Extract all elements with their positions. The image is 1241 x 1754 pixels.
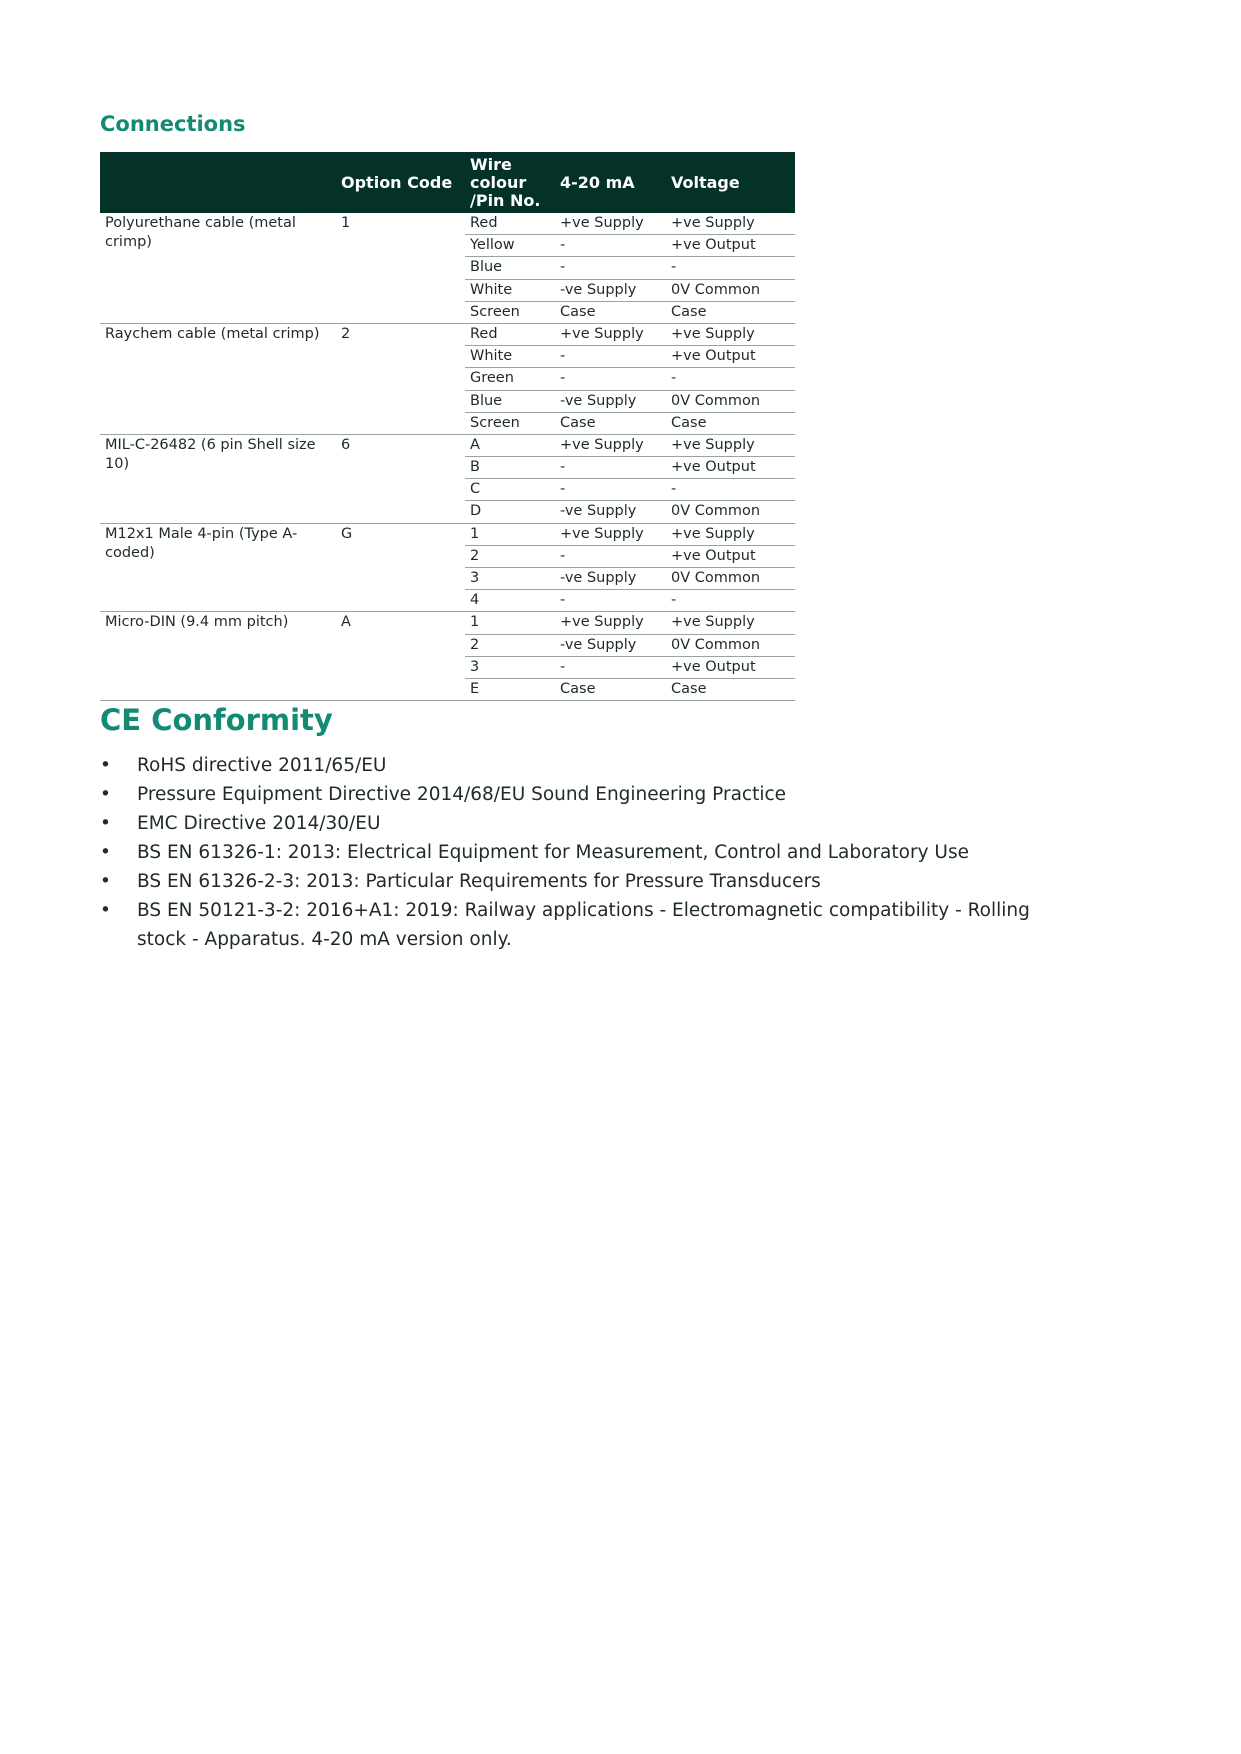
connections-heading: Connections <box>100 112 246 136</box>
current-output-cell: Case <box>555 678 666 700</box>
wire-pin-cell: 2 <box>465 634 555 656</box>
current-output-cell: +ve Supply <box>555 434 666 456</box>
wire-pin-cell: Blue <box>465 390 555 412</box>
wire-pin-cell: D <box>465 501 555 523</box>
wire-pin-cell: Screen <box>465 301 555 323</box>
bullet-icon: • <box>100 784 111 805</box>
connector-type-cell: Polyurethane cable (metal crimp) <box>100 213 336 323</box>
bullet-icon: • <box>100 755 111 776</box>
wire-pin-cell: Blue <box>465 257 555 279</box>
current-output-cell: - <box>555 257 666 279</box>
connector-type-cell: M12x1 Male 4-pin (Type A-coded) <box>100 523 336 612</box>
voltage-output-cell: - <box>666 257 795 279</box>
voltage-output-cell: - <box>666 368 795 390</box>
wire-pin-cell: C <box>465 479 555 501</box>
voltage-output-cell: +ve Supply <box>666 323 795 345</box>
voltage-output-cell: Case <box>666 301 795 323</box>
wire-pin-cell: 3 <box>465 656 555 678</box>
wire-pin-cell: Red <box>465 213 555 235</box>
option-code-cell: G <box>336 523 465 612</box>
wire-pin-cell: A <box>465 434 555 456</box>
ce-conformity-heading: CE Conformity <box>100 703 333 737</box>
current-output-cell: -ve Supply <box>555 634 666 656</box>
wire-pin-cell: E <box>465 678 555 700</box>
bullet-icon: • <box>100 871 111 892</box>
header-cell-option-code: Option Code <box>341 172 453 192</box>
bullet-icon: • <box>100 900 111 921</box>
current-output-cell: +ve Supply <box>555 523 666 545</box>
connector-type-cell: Raychem cable (metal crimp) <box>100 323 336 434</box>
voltage-output-cell: +ve Output <box>666 235 795 257</box>
wire-pin-cell: Screen <box>465 412 555 434</box>
wire-pin-cell: 4 <box>465 590 555 612</box>
list-item-text: BS EN 61326-1: 2013: Electrical Equipment for Measurement, Control and Laboratory Use <box>137 842 969 863</box>
voltage-output-cell: +ve Output <box>666 346 795 368</box>
option-code-cell: 1 <box>336 213 465 323</box>
table-row <box>100 213 795 235</box>
wire-pin-cell: White <box>465 279 555 301</box>
list-item <box>100 867 1060 896</box>
wire-pin-cell: Yellow <box>465 235 555 257</box>
current-output-cell: +ve Supply <box>555 323 666 345</box>
voltage-output-cell: 0V Common <box>666 568 795 590</box>
ce-conformity-list <box>100 751 1060 954</box>
current-output-cell: - <box>555 457 666 479</box>
list-item-text: Pressure Equipment Directive 2014/68/EU Sound Engineering Practice <box>137 784 787 805</box>
list-item <box>100 751 1060 780</box>
table-row <box>100 323 795 345</box>
connections-table-body <box>100 213 795 701</box>
voltage-output-cell: - <box>666 479 795 501</box>
current-output-cell: - <box>555 368 666 390</box>
list-item-text: EMC Directive 2014/30/EU <box>137 813 381 834</box>
option-code-cell: 6 <box>336 434 465 523</box>
current-output-cell: +ve Supply <box>555 612 666 634</box>
current-output-cell: Case <box>555 412 666 434</box>
list-item <box>100 780 1060 809</box>
voltage-output-cell: +ve Supply <box>666 213 795 235</box>
bullet-icon: • <box>100 842 111 863</box>
header-cell-wire-colour: Wire colour /Pin No. <box>470 154 541 210</box>
voltage-output-cell: +ve Supply <box>666 434 795 456</box>
wire-pin-cell: 1 <box>465 612 555 634</box>
wire-pin-cell: White <box>465 346 555 368</box>
table-row <box>100 523 795 545</box>
voltage-output-cell: 0V Common <box>666 390 795 412</box>
list-item-text: RoHS directive 2011/65/EU <box>137 755 387 776</box>
wire-pin-cell: 3 <box>465 568 555 590</box>
wire-pin-cell: Red <box>465 323 555 345</box>
current-output-cell: - <box>555 545 666 567</box>
connector-type-cell: MIL-C-26482 (6 pin Shell size 10) <box>100 434 336 523</box>
header-cell-voltage: Voltage <box>671 172 740 192</box>
voltage-output-cell: +ve Supply <box>666 612 795 634</box>
voltage-output-cell: 0V Common <box>666 501 795 523</box>
list-item <box>100 838 1060 867</box>
list-item <box>100 896 1060 954</box>
current-output-cell: -ve Supply <box>555 279 666 301</box>
table-header-row <box>100 152 795 213</box>
list-item-text: BS EN 50121-3-2: 2016+A1: 2019: Railway applications - Electromagnetic compatibility - Rolling stock - Apparatus. 4-20 mA version only. <box>137 900 1030 950</box>
bullet-icon: • <box>100 813 111 834</box>
wire-pin-cell: Green <box>465 368 555 390</box>
current-output-cell: Case <box>555 301 666 323</box>
current-output-cell: +ve Supply <box>555 213 666 235</box>
current-output-cell: -ve Supply <box>555 390 666 412</box>
voltage-output-cell: +ve Output <box>666 545 795 567</box>
voltage-output-cell: - <box>666 590 795 612</box>
wire-pin-cell: 2 <box>465 545 555 567</box>
voltage-output-cell: 0V Common <box>666 279 795 301</box>
voltage-output-cell: +ve Output <box>666 656 795 678</box>
current-output-cell: -ve Supply <box>555 501 666 523</box>
current-output-cell: - <box>555 656 666 678</box>
list-item <box>100 809 1060 838</box>
voltage-output-cell: +ve Output <box>666 457 795 479</box>
list-item-text: BS EN 61326-2-3: 2013: Particular Requirements for Pressure Transducers <box>137 871 821 892</box>
header-cell-description <box>100 152 336 213</box>
table-row <box>100 612 795 634</box>
current-output-cell: -ve Supply <box>555 568 666 590</box>
table-row <box>100 434 795 456</box>
voltage-output-cell: Case <box>666 678 795 700</box>
option-code-cell: A <box>336 612 465 701</box>
current-output-cell: - <box>555 479 666 501</box>
voltage-output-cell: 0V Common <box>666 634 795 656</box>
connections-table <box>100 152 795 701</box>
current-output-cell: - <box>555 346 666 368</box>
wire-pin-cell: B <box>465 457 555 479</box>
header-cell-4-20ma: 4-20 mA <box>560 172 635 192</box>
wire-pin-cell: 1 <box>465 523 555 545</box>
voltage-output-cell: +ve Supply <box>666 523 795 545</box>
connector-type-cell: Micro-DIN (9.4 mm pitch) <box>100 612 336 701</box>
current-output-cell: - <box>555 590 666 612</box>
option-code-cell: 2 <box>336 323 465 434</box>
current-output-cell: - <box>555 235 666 257</box>
voltage-output-cell: Case <box>666 412 795 434</box>
